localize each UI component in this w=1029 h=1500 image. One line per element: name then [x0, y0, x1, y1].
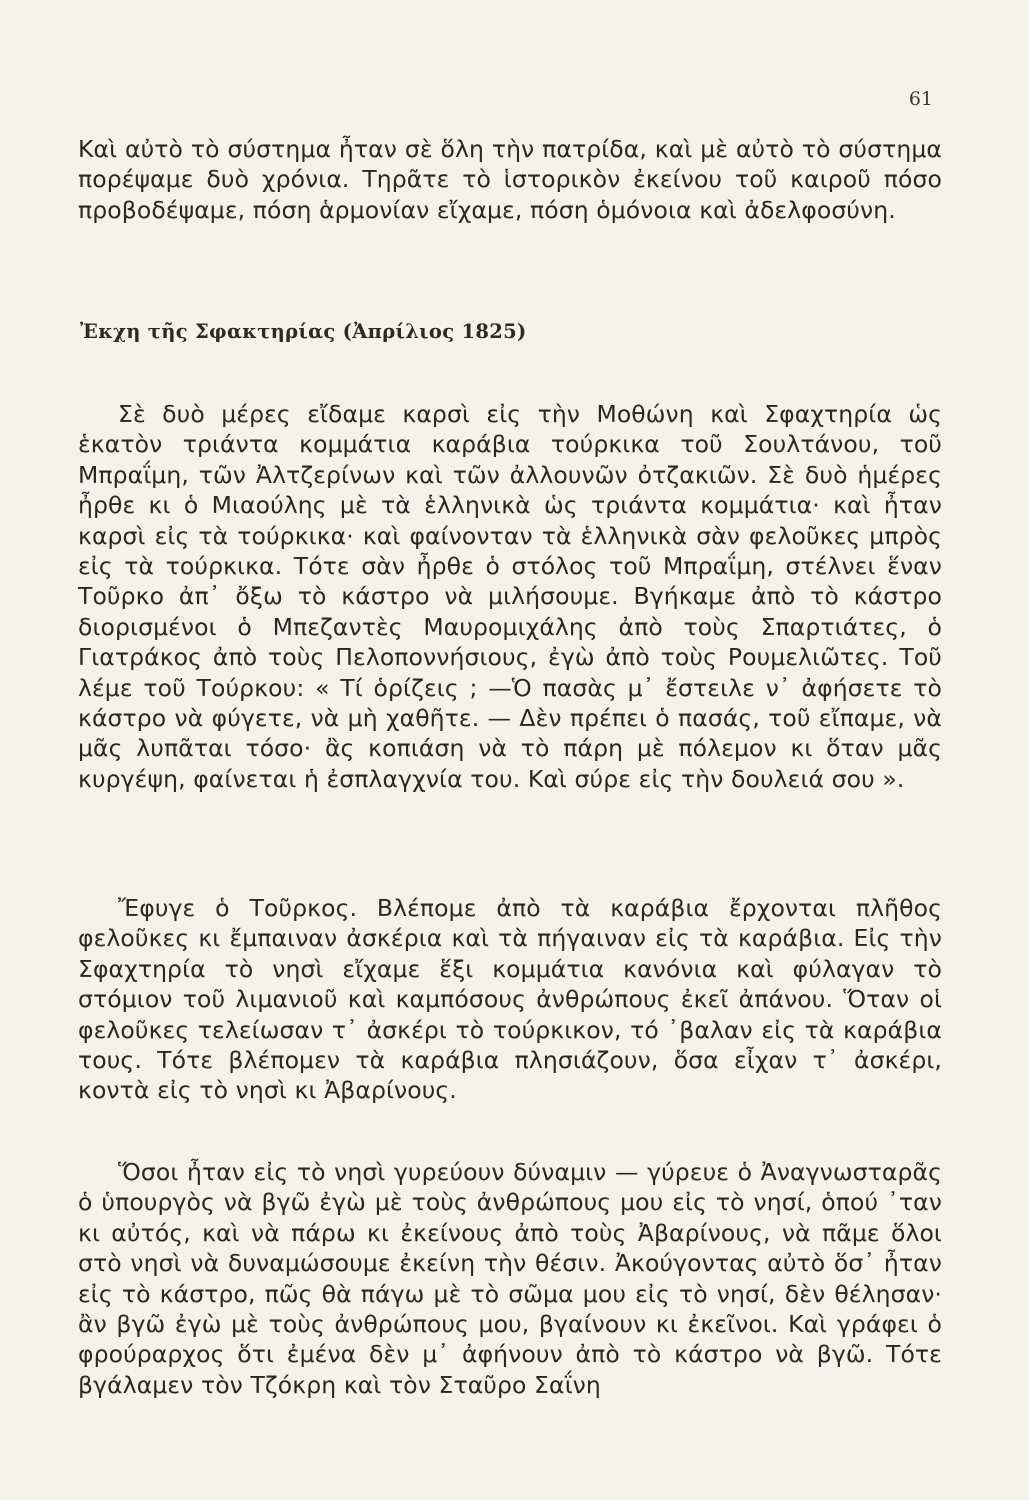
- body-paragraph-2: [78, 893, 942, 1106]
- intro-paragraph: Καὶ αὐτὸ τὸ σύστημα ἦταν σὲ ὅλη τὴν πατρίδα, καὶ μὲ αὐτὸ τὸ σύστημα πορέψαμε δυὸ χρόνια. Τηρᾶτε τὸ ἱστορικὸν ἐκείνου τοῦ καιροῦ πόσο προβοδέψαμε, πόση ἁρμονίαν εἴχαμε, πόση ὁμόνοια καὶ ἀδελφοσύνη.: [78, 135, 942, 224]
- body-paragraph-3: [78, 1157, 942, 1400]
- paragraph-text: Ἔφυγε ὁ Τοῦρκος. Βλέπομε ἀπὸ τὰ καράβια ἔρχονται πλῆθος φελοῦκες κι ἔμπαιναν ἀσκέρια καὶ τὰ πήγαιναν εἰς τὰ καράβια. Εἰς τὴν Σφαχτηρία τὸ νησὶ εἴχαμε ἕξι κομμάτια κανόνια καὶ φύλαγαν τὸ στόμιον τοῦ λιμανιοῦ καὶ καμπόσους ἀνθρώπους ἐκεῖ ἀπάνου. Ὅταν οἱ φελοῦκες τελείωσαν τ᾽ ἀσκέρι τὸ τούρκικον, τό ᾽βαλαν εἰς τὰ καράβια τους. Τότε βλέπομεν τὰ καράβια πλησιάζουν, ὅσα εἶχαν τ᾽ ἀσκέρι, κοντὰ εἰς τὸ νησὶ κι Ἀβαρίνους.: [78, 894, 942, 1105]
- paragraph-text: Σὲ δυὸ μέρες εἴδαμε καρσὶ εἰς τὴν Μοθώνη καὶ Σφαχτηρία ὡς ἑκατὸν τριάντα κομμάτια καράβια τούρκικα τοῦ Σουλτάνου, τοῦ Μπραΐμη, τῶν Ἀλτζερίνων καὶ τῶν ἀλλουνῶν ὀτζακιῶν. Σὲ δυὸ ἡμέρες ἦρθε κι ὁ Μιαούλης μὲ τὰ ἑλληνικὰ ὡς τριάντα κομμάτια· καὶ ἦταν καρσὶ εἰς τὰ τούρκικα· καὶ φαίνονταν τὰ ἑλληνικὰ σὰν φελοῦκες μπρὸς εἰς τὰ τούρκικα. Τότε σὰν ἦρθε ὁ στόλος τοῦ Μπραΐμη, στέλνει ἕναν Τοῦρκο ἀπ᾽ ὄξω τὸ κάστρο νὰ μιλήσουμε. Βγήκαμε ἀπὸ τὸ κάστρο διορισμένοι ὁ Μπεζαντὲς Μαυρομιχάλης ἀπὸ τοὺς Σπαρτιάτες, ὁ Γιατράκος ἀπὸ τοὺς Πελοποννήσιους, ἐγὼ ἀπὸ τοὺς Ρουμελιῶτες. Τοῦ λέμε τοῦ Τούρκου: « Τί ὁρίζεις ; —Ὁ πασὰς μ᾽ ἔστειλε ν᾽ ἀφήσετε τὸ κάστρο νὰ φύγετε, νὰ μὴ χαθῆτε. — Δὲν πρέπει ὁ πασάς, τοῦ εἴπαμε, νὰ μᾶς λυπᾶται τόσο· ἂς κοπιάση νὰ τὸ πάρη μὲ πόλεμον κι ὅταν μᾶς κυργέψη, φαίνεται ἡ ἐσπλαγχνία του. Καὶ σύρε εἰς τὴν δουλειά σου ».: [78, 400, 942, 793]
- body-paragraph-1: [78, 399, 942, 794]
- paragraph-text: Ὅσοι ἦταν εἰς τὸ νησὶ γυρεύουν δύναμιν — γύρευε ὁ Ἀναγνωσταρᾶς ὁ ὑπουργὸς νὰ βγῶ ἐγὼ μὲ τοὺς ἀνθρώπους μου εἰς τὸ νησί, ὁπού ᾽ταν κι αὐτός, καὶ νὰ πάρω κι ἐκείνους ἀπὸ τοὺς Ἀβαρίνους, νὰ πᾶμε ὅλοι στὸ νησὶ νὰ δυναμώσουμε ἐκείνη τὴν θέσιν. Ἀκούγοντας αὐτὸ ὅσ᾽ ἦταν εἰς τὸ κάστρο, πῶς θὰ πάγω μὲ τὸ σῶμα μου εἰς τὸ νησί, δὲν θέλησαν· ἂν βγῶ ἐγὼ μὲ τοὺς ἀνθρώπους μου, βγαίνουν κι ἐκεῖνοι. Καὶ γράφει ὁ φρούραρχος ὅτι ἐμένα δὲν μ᾽ ἀφήνουν ἀπὸ τὸ κάστρο νὰ βγῶ. Τότε βγάλαμεν τὸν Τζόκρη καὶ τὸν Σταῦρο Σαΐνη: [78, 1158, 942, 1399]
- section-heading: Ἐκχη τῆς Σφακτηρίας (Ἀπρίλιος 1825): [80, 320, 527, 343]
- page-number: 61: [908, 88, 933, 110]
